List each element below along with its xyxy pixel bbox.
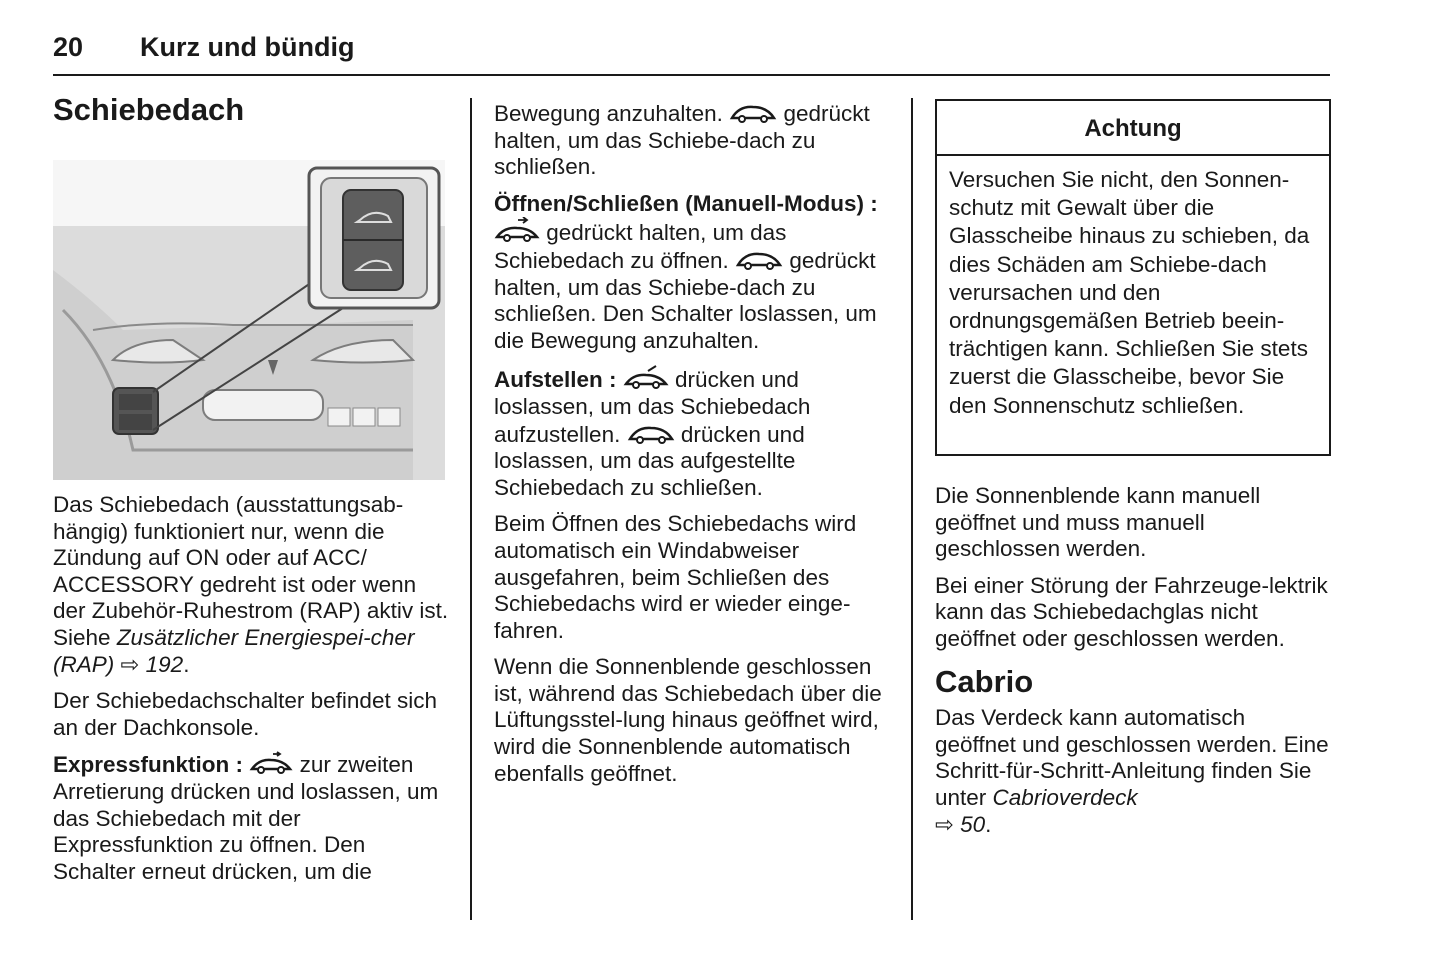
column-1 xyxy=(53,492,453,895)
sunroof-close-icon xyxy=(627,421,675,445)
sunroof-close-icon xyxy=(729,100,777,124)
column-divider xyxy=(911,98,913,920)
sunroof-open-icon xyxy=(494,217,540,243)
column-2 xyxy=(494,100,894,797)
caution-text: Versuchen Sie nicht, den Sonnen-schutz mit Gewalt über die Glasscheibe hinaus zu schieben, da dies Schäden am Schiebe-dach verursachen und den ordnungsgemäßen Betrieb beein-trächtigen kann. Schließen Sie stets zuerst die Glasscheibe, bevor Sie den Sonnenschutz schließen. xyxy=(949,167,1310,418)
paragraph: Bewegung anzuhalten. gedrückt halten, um das Schiebe-dach zu schließen. xyxy=(494,101,870,180)
page-number: 20 xyxy=(53,32,84,62)
paragraph: Die Sonnenblende kann manuell geöffnet und muss manuell geschlossen werden. xyxy=(935,483,1261,562)
paragraph: Aufstellen : drücken und loslassen, um das Schiebedach aufzustellen. drücken und loslassen, um das aufgestellte Schiebedach zu schließen. xyxy=(494,364,894,501)
sunroof-switch-illustration xyxy=(53,160,445,480)
paragraph: Das Verdeck kann automatisch geöffnet und geschlossen werden. Eine Schritt-für-Schritt-Anleitung finden Sie unter Cabrioverdeck ⇨ 50. xyxy=(935,705,1329,837)
cross-reference-link[interactable]: Cabrioverdeck xyxy=(992,784,1138,810)
page-reference[interactable]: 50 xyxy=(960,811,986,837)
paragraph: Wenn die Sonnenblende geschlossen ist, während das Schiebedach über die Lüftungsstel-lung hinaus geöffnet wird, wird die Sonnenblende automatisch ebenfalls geöffnet. xyxy=(494,654,882,786)
sunroof-close-icon xyxy=(735,247,783,271)
paragraph: Beim Öffnen des Schiebedachs wird automatisch ein Windabweiser ausgefahren, beim Schließen des Schiebedachs wird er wieder einge-fahren. xyxy=(494,511,857,643)
paragraph: Bei einer Störung der Fahrzeuge-lektrik kann das Schiebedachglas nicht geöffnet oder geschlossen werden. xyxy=(935,572,1328,651)
sunroof-express-icon xyxy=(249,751,293,775)
chapter-title: Kurz und bündig xyxy=(140,32,355,62)
cross-reference-link[interactable]: Zusätzlicher Energiespei-cher (RAP) xyxy=(53,624,415,677)
page-reference[interactable]: 192 xyxy=(145,651,184,677)
paragraph: Das Schiebedach (ausstattungsab-hängig) funktioniert nur, wenn die Zündung auf ON oder auf ACC/ ACCESSORY gedreht ist oder wenn der Zubehör-Ruhestrom (RAP) aktiv ist. Siehe Zusätzlicher Energiespei-cher (RAP) ⇨ 192. xyxy=(53,492,449,677)
paragraph: Der Schiebedachschalter befindet sich an der Dachkonsole. xyxy=(53,688,437,740)
ref-arrow-icon: ⇨ xyxy=(120,651,140,677)
paragraph: Öffnen/Schließen (Manuell-Modus) : gedrückt halten, um das Schiebedach zu öffnen. gedrückt halten, um das Schiebe-dach zu schließen. Den Schalter loslassen, um die Bewegung anzuhalten. xyxy=(494,190,878,353)
caution-title: Achtung xyxy=(937,101,1329,156)
page-header xyxy=(53,30,1330,76)
ref-arrow-icon: ⇨ xyxy=(935,811,954,837)
cabrio-heading: Cabrio xyxy=(935,663,1034,699)
sunroof-vent-icon xyxy=(623,364,669,390)
section-title: Schiebedach xyxy=(53,92,245,127)
column-divider xyxy=(470,98,472,920)
caution-box xyxy=(935,99,1331,456)
paragraph: Expressfunktion : zur zweiten Arretierung drücken und loslassen, um das Schiebedach mit der Expressfunktion zu öffnen. Den Schalter erneut drücken, um die xyxy=(53,752,439,884)
